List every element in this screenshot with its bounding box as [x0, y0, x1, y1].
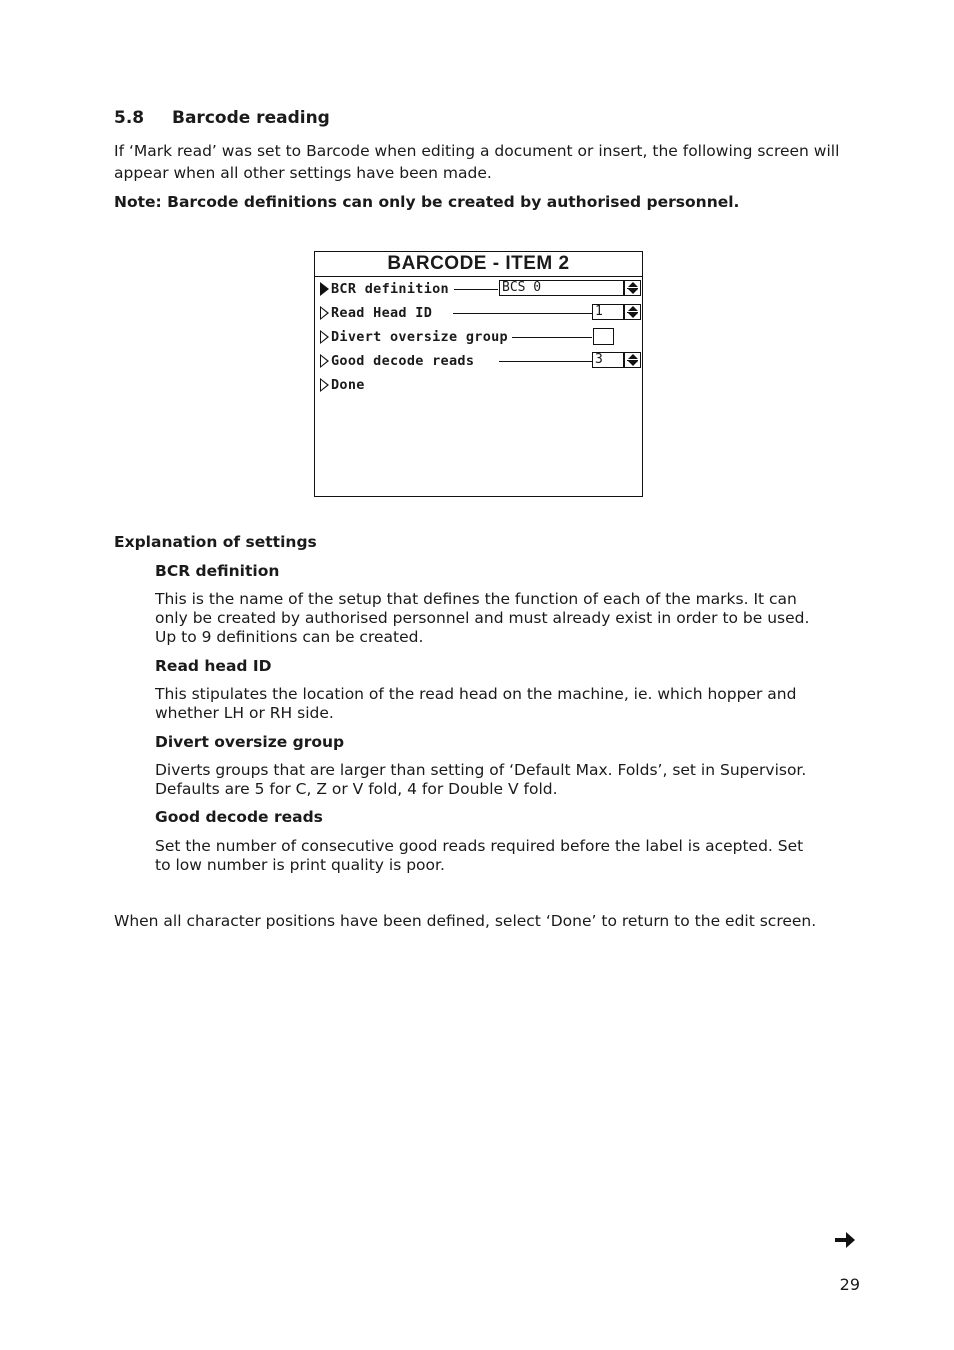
item-title-read-head-id: Read head ID [155, 657, 272, 675]
leader-line [499, 361, 592, 362]
row-label: Done [331, 377, 365, 393]
section-title: Barcode reading [172, 108, 330, 128]
spin-down-icon[interactable] [628, 361, 638, 366]
row-label: Read Head ID [331, 305, 433, 321]
section-number: 5.8 [114, 108, 145, 128]
spin-up-icon[interactable] [628, 354, 638, 359]
leader-line [512, 337, 592, 338]
bcr-definition-field[interactable]: BCS 0 [499, 280, 624, 296]
menu-row-read-head-id[interactable] [320, 303, 638, 323]
row-label: Divert oversize group [331, 329, 508, 345]
row-label: Good decode reads [331, 353, 475, 369]
page-number: 29 [839, 1275, 860, 1294]
item-title-bcr-definition: BCR definition [155, 562, 280, 580]
item-body-read-head-id: This stipulates the location of the read head on the machine, ie. which hopper and whether LH or RH side. [155, 685, 797, 722]
pointer-icon [320, 378, 329, 392]
closing-paragraph: When all character positions have been defined, select ‘Done’ to return to the edit screen. [114, 912, 817, 930]
note-text: Note: Barcode definitions can only be created by authorised personnel. [114, 193, 740, 211]
pointer-icon [320, 306, 329, 320]
good-decode-reads-spinner[interactable] [624, 352, 641, 368]
menu-row-done[interactable] [320, 375, 638, 395]
spin-down-icon[interactable] [628, 289, 638, 294]
section-heading [114, 108, 330, 128]
intro-paragraph: If ‘Mark read’ was set to Barcode when editing a document or insert, the following screen will appear when all other settings have been made. [114, 142, 840, 182]
selected-pointer-icon [320, 282, 329, 296]
menu-row-good-decode-reads[interactable] [320, 351, 638, 371]
menu-row-bcr-definition[interactable] [320, 279, 638, 299]
spin-up-icon[interactable] [628, 306, 638, 311]
barcode-screen [314, 251, 643, 497]
item-body-divert-oversize-group: Diverts groups that are larger than setting of ‘Default Max. Folds’, set in Supervisor. Defaults are 5 for C, Z or V fold, 4 for Double V fold. [155, 761, 807, 798]
item-body-good-decode-reads: Set the number of consecutive good reads required before the label is acepted. Set to low number is print quality is poor. [155, 837, 804, 874]
pointer-icon [320, 354, 329, 368]
right-arrow-icon [832, 1227, 858, 1253]
good-decode-reads-field[interactable]: 3 [592, 352, 624, 368]
spin-up-icon[interactable] [628, 282, 638, 287]
leader-line [454, 289, 498, 290]
item-title-divert-oversize-group: Divert oversize group [155, 733, 345, 751]
item-title-good-decode-reads: Good decode reads [155, 808, 323, 826]
row-label: BCR definition [331, 281, 449, 297]
divert-oversize-checkbox[interactable] [593, 328, 614, 345]
leader-line [453, 313, 592, 314]
read-head-id-field[interactable]: 1 [592, 304, 624, 320]
pointer-icon [320, 330, 329, 344]
screen-title: BARCODE - ITEM 2 [315, 252, 642, 277]
spin-down-icon[interactable] [628, 313, 638, 318]
item-body-bcr-definition: This is the name of the setup that defines the function of each of the marks. It can only be created by authorised personnel and must already exist in order to be used. Up to 9 definitions can be created. [155, 590, 810, 646]
explanation-heading: Explanation of settings [114, 533, 317, 551]
read-head-id-spinner[interactable] [624, 304, 641, 320]
menu-row-divert-oversize-group[interactable] [320, 327, 638, 347]
bcr-definition-spinner[interactable] [624, 280, 641, 296]
